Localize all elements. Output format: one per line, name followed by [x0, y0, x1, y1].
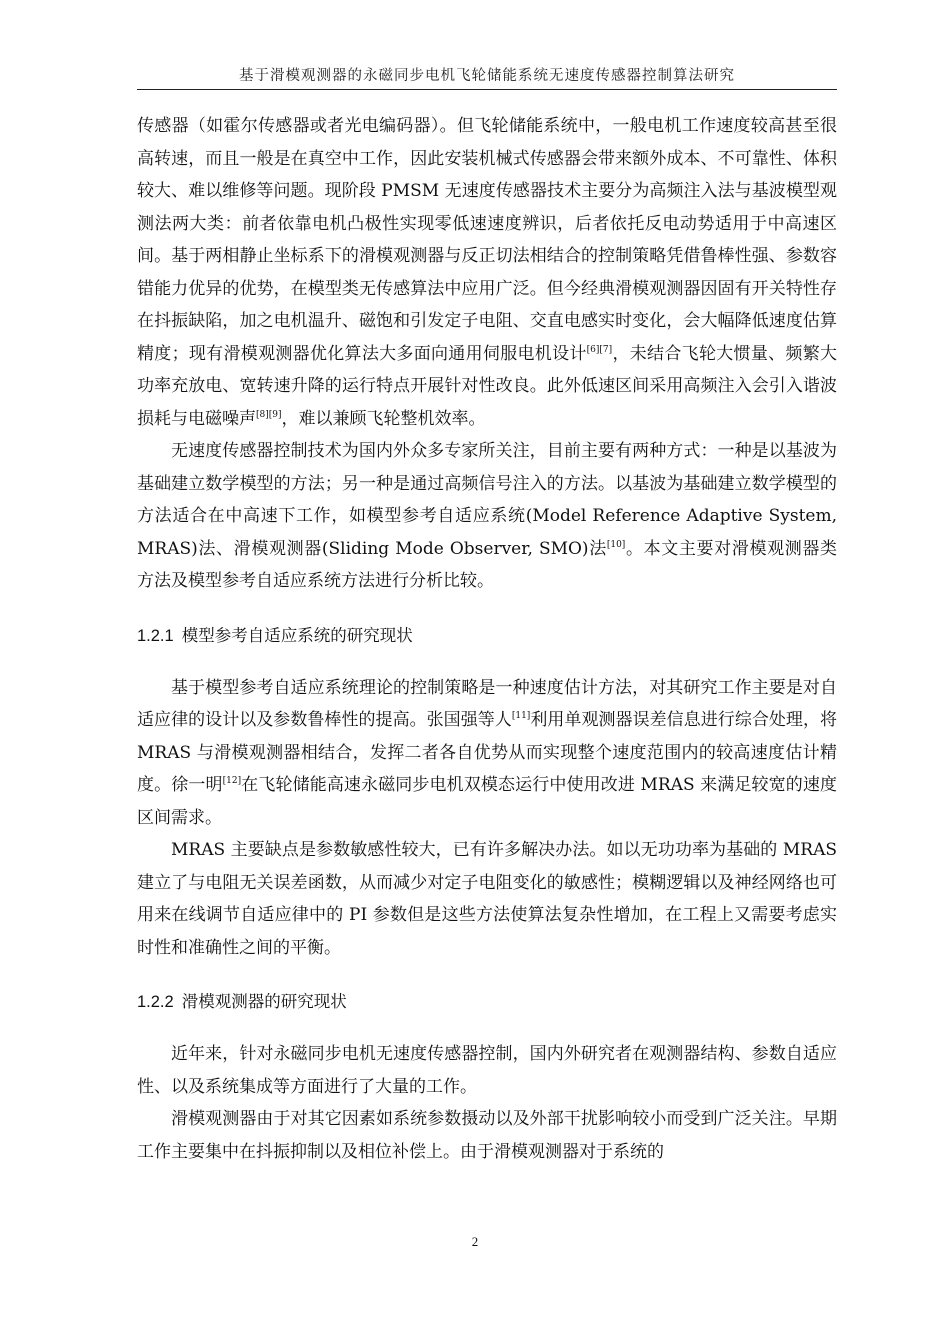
section-title: 模型参考自适应系统的研究现状: [181, 625, 413, 645]
section-title: 滑模观测器的研究现状: [181, 992, 347, 1011]
section-number: 1.2.2: [137, 993, 174, 1011]
page-body: [137, 110, 837, 1168]
citation-ref: [11]: [511, 711, 531, 721]
section-heading-1-2-1: [137, 616, 837, 656]
citation-ref: [12]: [222, 776, 242, 786]
paragraph-4: [137, 834, 837, 964]
paragraph-text: MRAS 主要缺点是参数敏感性较大，已有许多解决办法。如以无功功率为基础的 MRAS 建立了与电阻无关误差函数，从而减少对定子电阻变化的敏感性；模糊逻辑以及神经网络也可用来在线调节自适应律中的 PI 参数但是这些方法使算法复杂性增加，在工程上又需要考虑实时性和准确性之间的平衡。: [137, 840, 837, 958]
paragraph-5: [137, 1038, 837, 1103]
paragraph-text: 近年来，针对永磁同步电机无速度传感器控制，国内外研究者在观测器结构、参数自适应性、以及系统集成等方面进行了大量的工作。: [137, 1044, 837, 1097]
paragraph-3: [137, 672, 837, 835]
paragraph-text: ，未结合飞轮大惯量、频繁大功率充放电、宽转速升降的运行特点开展针对性改良。此外低速区间采用高频注入会引入谐波损耗与电磁噪声: [137, 343, 838, 429]
running-header: 基于滑模观测器的永磁同步电机飞轮储能系统无速度传感器控制算法研究: [239, 68, 735, 84]
citation-ref: [10]: [606, 539, 626, 550]
paragraph-text: ，难以兼顾飞轮整机效率。: [281, 408, 486, 429]
citation-ref: [8][9]: [256, 409, 282, 420]
paragraph-text: 利用单观测器误差信息进行综合处理，将 MRAS 与滑模观测器相结合，发挥二者各自优势从而实现整个速度范围内的较高速度估计精度。徐一明: [137, 710, 838, 795]
paragraph-6: [137, 1103, 837, 1168]
paragraph-text: 无速度传感器控制技术为国内外众多专家所关注，目前主要有两种方式：一种是以基波为基础建立数学模型的方法；另一种是通过高频信号注入的方法。以基波为基础建立数学模型的方法适合在中高速下工作，如模型参考自适应系统(Model Reference Adaptive System, MRAS)法、滑模观测器(Sliding Mode Observer, SMO)法: [137, 441, 837, 559]
citation-ref: [6][7]: [586, 344, 613, 355]
paragraph-text: 传感器（如霍尔传感器或者光电编码器）。但飞轮储能系统中，一般电机工作速度较高甚至很高转速，而且一般是在真空中工作，因此安装机械式传感器会带来额外成本、不可靠性、体积较大、难以维修等问题。现阶段 PMSM 无速度传感器技术主要分为高频注入法与基波模型观测法两大类：前者依靠电机凸极性实现零低速速度辨识，后者依托反电动势适用于中高速区间。基于两相静止坐标系下的滑模观测器与反正切法相结合的控制策略凭借鲁棒性强、参数容错能力优异的优势，在模型类无传感算法中应用广泛。但今经典滑模观测器因固有开关特性存在抖振缺陷，加之电机温升、磁饱和引发定子电阻、交直电感实时变化，会大幅降低速度估算精度；现有滑模观测器优化算法大多面向通用伺服电机设计: [137, 116, 837, 364]
paragraph-text: 基于模型参考自适应系统理论的控制策略是一种速度估计方法，对其研究工作主要是对自适应律的设计以及参数鲁棒性的提高。张国强等人: [137, 677, 837, 730]
header-rule: [137, 89, 837, 90]
page-number: 2: [471, 1234, 479, 1249]
section-heading-1-2-2: [137, 982, 837, 1022]
paragraph-text: 。本文主要对滑模观测器类方法及模型参考自适应系统方法进行分析比较。: [137, 538, 837, 591]
paragraph-text: 滑模观测器由于对其它因素如系统参数摄动以及外部干扰影响较小而受到广泛关注。早期工作主要集中在抖振抑制以及相位补偿上。由于滑模观测器对于系统的: [137, 1109, 837, 1162]
section-number: 1.2.1: [137, 626, 174, 645]
paragraph-1: [137, 110, 837, 435]
paragraph-text: 在飞轮储能高速永磁同步电机双模态运行中使用改进 MRAS 来满足较宽的速度区间需求。: [137, 775, 838, 828]
paragraph-2: [137, 435, 837, 598]
